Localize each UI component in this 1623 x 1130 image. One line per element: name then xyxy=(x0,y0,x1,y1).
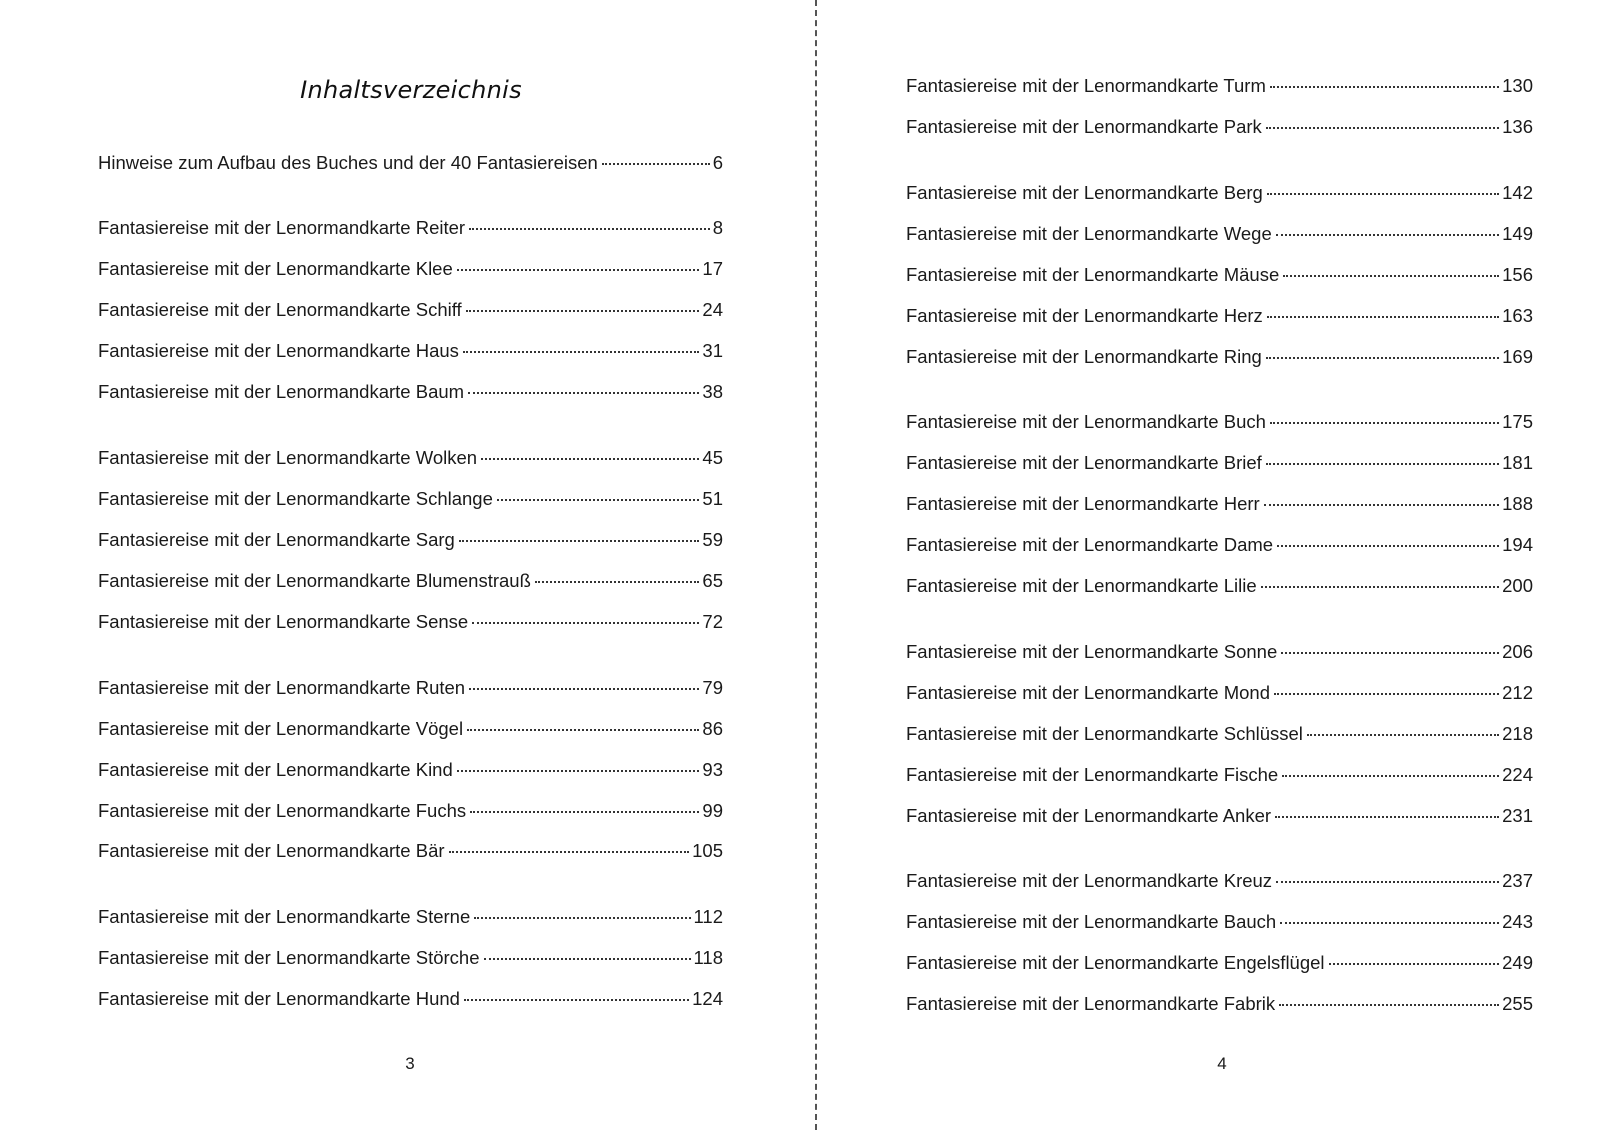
dot-leader xyxy=(469,688,699,690)
dot-leader xyxy=(1264,504,1499,506)
toc-entry-page-number: 130 xyxy=(1502,75,1533,96)
toc-entry-label: Fantasiereise mit der Lenormandkarte Dame xyxy=(906,534,1274,555)
dot-leader xyxy=(464,999,689,1001)
toc-entry-label: Fantasiereise mit der Lenormandkarte Schiff xyxy=(98,299,462,320)
toc-entry xyxy=(906,991,1533,1017)
toc-entry xyxy=(906,532,1533,558)
toc-entry-page-number: 8 xyxy=(712,217,723,238)
toc-entry xyxy=(906,303,1533,329)
toc-entry-page-number: 6 xyxy=(712,152,723,173)
toc-entry-page-number: 86 xyxy=(702,718,723,739)
page-number: 4 xyxy=(1217,1054,1227,1073)
toc-entry-page-number: 136 xyxy=(1502,116,1533,137)
toc-entry-label: Fantasiereise mit der Lenormandkarte Schlüssel xyxy=(906,723,1303,744)
toc-entry-page-number: 112 xyxy=(693,906,723,927)
toc-entry xyxy=(98,297,723,323)
toc-entry-label: Fantasiereise mit der Lenormandkarte Berg xyxy=(906,182,1263,203)
toc-entry xyxy=(98,256,723,282)
toc-entry-label: Fantasiereise mit der Lenormandkarte Hund xyxy=(98,988,460,1009)
toc-entry-page-number: 24 xyxy=(702,299,723,320)
toc-entry-label: Fantasiereise mit der Lenormandkarte Vögel xyxy=(98,718,464,739)
dot-leader xyxy=(463,351,700,353)
toc-entry-page-number: 188 xyxy=(1502,493,1533,514)
toc-entry-label: Fantasiereise mit der Lenormandkarte Turm xyxy=(906,75,1266,96)
toc-entry xyxy=(98,798,723,824)
toc-entry-page-number: 142 xyxy=(1502,182,1533,203)
toc-entry-label: Fantasiereise mit der Lenormandkarte Ruten xyxy=(98,677,466,698)
toc-entry-label: Fantasiereise mit der Lenormandkarte Brief xyxy=(906,452,1262,473)
toc-entry-page-number: 175 xyxy=(1502,411,1533,432)
toc-entry xyxy=(906,262,1533,288)
toc-entry-page-number: 99 xyxy=(702,800,723,821)
toc-entry xyxy=(98,904,723,930)
toc-entry-label: Fantasiereise mit der Lenormandkarte Bauch xyxy=(906,911,1277,932)
toc-entry-page-number: 105 xyxy=(692,840,723,861)
toc-title: Inhaltsverzeichnis xyxy=(300,76,522,104)
toc-entry xyxy=(98,215,723,241)
toc-entry xyxy=(906,762,1533,788)
dot-leader xyxy=(1275,816,1499,818)
toc-entry xyxy=(98,986,723,1012)
toc-entry-page-number: 124 xyxy=(692,988,723,1009)
toc-entry xyxy=(98,527,723,553)
toc-entry-label: Fantasiereise mit der Lenormandkarte Park xyxy=(906,116,1262,137)
toc-entry xyxy=(98,609,723,635)
toc-entry xyxy=(98,757,723,783)
toc-entry-label: Fantasiereise mit der Lenormandkarte Blumenstrauß xyxy=(98,570,531,591)
toc-entry-label: Fantasiereise mit der Lenormandkarte Sense xyxy=(98,611,469,632)
toc-entry-page-number: 237 xyxy=(1502,870,1533,891)
toc-entry xyxy=(906,868,1533,894)
toc-entry xyxy=(906,639,1533,665)
toc-entry-label: Fantasiereise mit der Lenormandkarte Anker xyxy=(906,805,1272,826)
dot-leader xyxy=(1270,86,1499,88)
toc-entry-label: Fantasiereise mit der Lenormandkarte Sonne xyxy=(906,641,1278,662)
toc-entry-page-number: 224 xyxy=(1502,764,1533,785)
dot-leader xyxy=(1261,586,1499,588)
toc-entry-label: Fantasiereise mit der Lenormandkarte Klee xyxy=(98,258,453,279)
toc-entry-label: Fantasiereise mit der Lenormandkarte Fabrik xyxy=(906,993,1276,1014)
toc-entry xyxy=(98,675,723,701)
toc-entry-page-number: 200 xyxy=(1502,575,1533,596)
dot-leader xyxy=(1276,234,1499,236)
toc-entry-label: Fantasiereise mit der Lenormandkarte Kreuz xyxy=(906,870,1273,891)
dot-leader xyxy=(469,228,710,230)
dot-leader xyxy=(484,958,691,960)
toc-entry xyxy=(98,445,723,471)
toc-entry-page-number: 51 xyxy=(702,488,723,509)
toc-entry-label: Fantasiereise mit der Lenormandkarte Reiter xyxy=(98,217,466,238)
dot-leader xyxy=(1307,734,1499,736)
page-number: 3 xyxy=(405,1054,415,1073)
dot-leader xyxy=(1282,775,1499,777)
toc-entry xyxy=(98,945,723,971)
toc-entry-page-number: 255 xyxy=(1502,993,1533,1014)
dot-leader xyxy=(1266,357,1499,359)
toc-entry-label: Fantasiereise mit der Lenormandkarte Wege xyxy=(906,223,1272,244)
dot-leader xyxy=(1277,545,1499,547)
toc-entry-page-number: 212 xyxy=(1502,682,1533,703)
toc-entry xyxy=(98,716,723,742)
dot-leader xyxy=(1276,881,1499,883)
toc-entry xyxy=(906,73,1533,99)
dot-leader xyxy=(1274,693,1499,695)
toc-entry-label: Fantasiereise mit der Lenormandkarte Haus xyxy=(98,340,459,361)
toc-entry xyxy=(98,338,723,364)
toc-entry-label: Fantasiereise mit der Lenormandkarte Sterne xyxy=(98,906,471,927)
toc-entry-page-number: 243 xyxy=(1502,911,1533,932)
toc-entry xyxy=(906,114,1533,140)
dot-leader xyxy=(1280,922,1499,924)
toc-entry-label: Fantasiereise mit der Lenormandkarte Engelsflügel xyxy=(906,952,1325,973)
toc-entry xyxy=(906,573,1533,599)
dot-leader xyxy=(467,729,699,731)
toc-entry-page-number: 218 xyxy=(1502,723,1533,744)
toc-entry-page-number: 93 xyxy=(702,759,723,780)
toc-entry-page-number: 149 xyxy=(1502,223,1533,244)
toc-entry-page-number: 17 xyxy=(702,258,723,279)
toc-entry-page-number: 31 xyxy=(702,340,723,361)
dot-leader xyxy=(602,163,710,165)
toc-entry-page-number: 249 xyxy=(1502,952,1533,973)
toc-entry-label: Fantasiereise mit der Lenormandkarte Mäuse xyxy=(906,264,1280,285)
toc-entry xyxy=(906,450,1533,476)
dot-leader xyxy=(472,622,699,624)
toc-entry-page-number: 163 xyxy=(1502,305,1533,326)
toc-entry xyxy=(906,221,1533,247)
toc-entry-label: Fantasiereise mit der Lenormandkarte Wolken xyxy=(98,447,478,468)
toc-entry-label: Fantasiereise mit der Lenormandkarte Buch xyxy=(906,411,1266,432)
toc-entry-label: Fantasiereise mit der Lenormandkarte Bär xyxy=(98,840,445,861)
dot-leader xyxy=(481,458,699,460)
dot-leader xyxy=(468,392,699,394)
toc-entry-label: Fantasiereise mit der Lenormandkarte Baum xyxy=(98,381,465,402)
toc-entry-page-number: 169 xyxy=(1502,346,1533,367)
dot-leader xyxy=(457,770,700,772)
dot-leader xyxy=(1279,1004,1499,1006)
toc-entry xyxy=(98,568,723,594)
toc-entry-page-number: 59 xyxy=(702,529,723,550)
right-page xyxy=(813,0,1623,1130)
toc-entry-label: Fantasiereise mit der Lenormandkarte Kind xyxy=(98,759,453,780)
dot-leader xyxy=(470,811,699,813)
toc-entry xyxy=(906,721,1533,747)
toc-entry-label: Fantasiereise mit der Lenormandkarte Ring xyxy=(906,346,1262,367)
toc-entry xyxy=(98,379,723,405)
toc-entry-label: Fantasiereise mit der Lenormandkarte Herz xyxy=(906,305,1263,326)
toc-entry-page-number: 206 xyxy=(1502,641,1533,662)
dot-leader xyxy=(1283,275,1499,277)
toc-entry-page-number: 156 xyxy=(1502,264,1533,285)
toc-entry xyxy=(906,909,1533,935)
dot-leader xyxy=(1270,422,1499,424)
dot-leader xyxy=(466,310,700,312)
dot-leader xyxy=(1266,463,1499,465)
dot-leader xyxy=(1267,316,1499,318)
toc-entry xyxy=(906,950,1533,976)
toc-entry-page-number: 45 xyxy=(702,447,723,468)
toc-entry-label: Fantasiereise mit der Lenormandkarte Fische xyxy=(906,764,1279,785)
toc-entry-label: Fantasiereise mit der Lenormandkarte Mond xyxy=(906,682,1271,703)
dot-leader xyxy=(1266,127,1499,129)
toc-entry xyxy=(906,491,1533,517)
toc-entry-page-number: 79 xyxy=(702,677,723,698)
toc-entry-page-number: 38 xyxy=(702,381,723,402)
toc-entry-label: Fantasiereise mit der Lenormandkarte Schlange xyxy=(98,488,493,509)
toc-entry-label: Fantasiereise mit der Lenormandkarte Störche xyxy=(98,947,480,968)
toc-entry xyxy=(98,838,723,864)
dot-leader xyxy=(1281,652,1499,654)
toc-entry-page-number: 72 xyxy=(702,611,723,632)
dot-leader xyxy=(459,540,700,542)
toc-entry-label: Hinweise zum Aufbau des Buches und der 40 Fantasiereisen xyxy=(98,152,598,173)
dot-leader xyxy=(449,851,690,853)
toc-entry-page-number: 118 xyxy=(693,947,723,968)
toc-entry-page-number: 65 xyxy=(702,570,723,591)
dot-leader xyxy=(535,581,700,583)
toc-entry xyxy=(906,680,1533,706)
dot-leader xyxy=(474,917,690,919)
toc-entry-page-number: 231 xyxy=(1502,805,1533,826)
toc-entry-label: Fantasiereise mit der Lenormandkarte Herr xyxy=(906,493,1260,514)
toc-entry xyxy=(906,344,1533,370)
toc-entry xyxy=(906,180,1533,206)
toc-entry xyxy=(98,150,723,176)
toc-entry-label: Fantasiereise mit der Lenormandkarte Lilie xyxy=(906,575,1257,596)
dot-leader xyxy=(497,499,700,501)
dot-leader xyxy=(1267,193,1499,195)
toc-entry-page-number: 194 xyxy=(1502,534,1533,555)
toc-entry xyxy=(98,486,723,512)
toc-entry-label: Fantasiereise mit der Lenormandkarte Sarg xyxy=(98,529,455,550)
dot-leader xyxy=(457,269,700,271)
toc-entry xyxy=(906,803,1533,829)
dot-leader xyxy=(1329,963,1500,965)
toc-entry xyxy=(906,409,1533,435)
toc-entry-label: Fantasiereise mit der Lenormandkarte Fuchs xyxy=(98,800,467,821)
toc-entry-page-number: 181 xyxy=(1502,452,1533,473)
